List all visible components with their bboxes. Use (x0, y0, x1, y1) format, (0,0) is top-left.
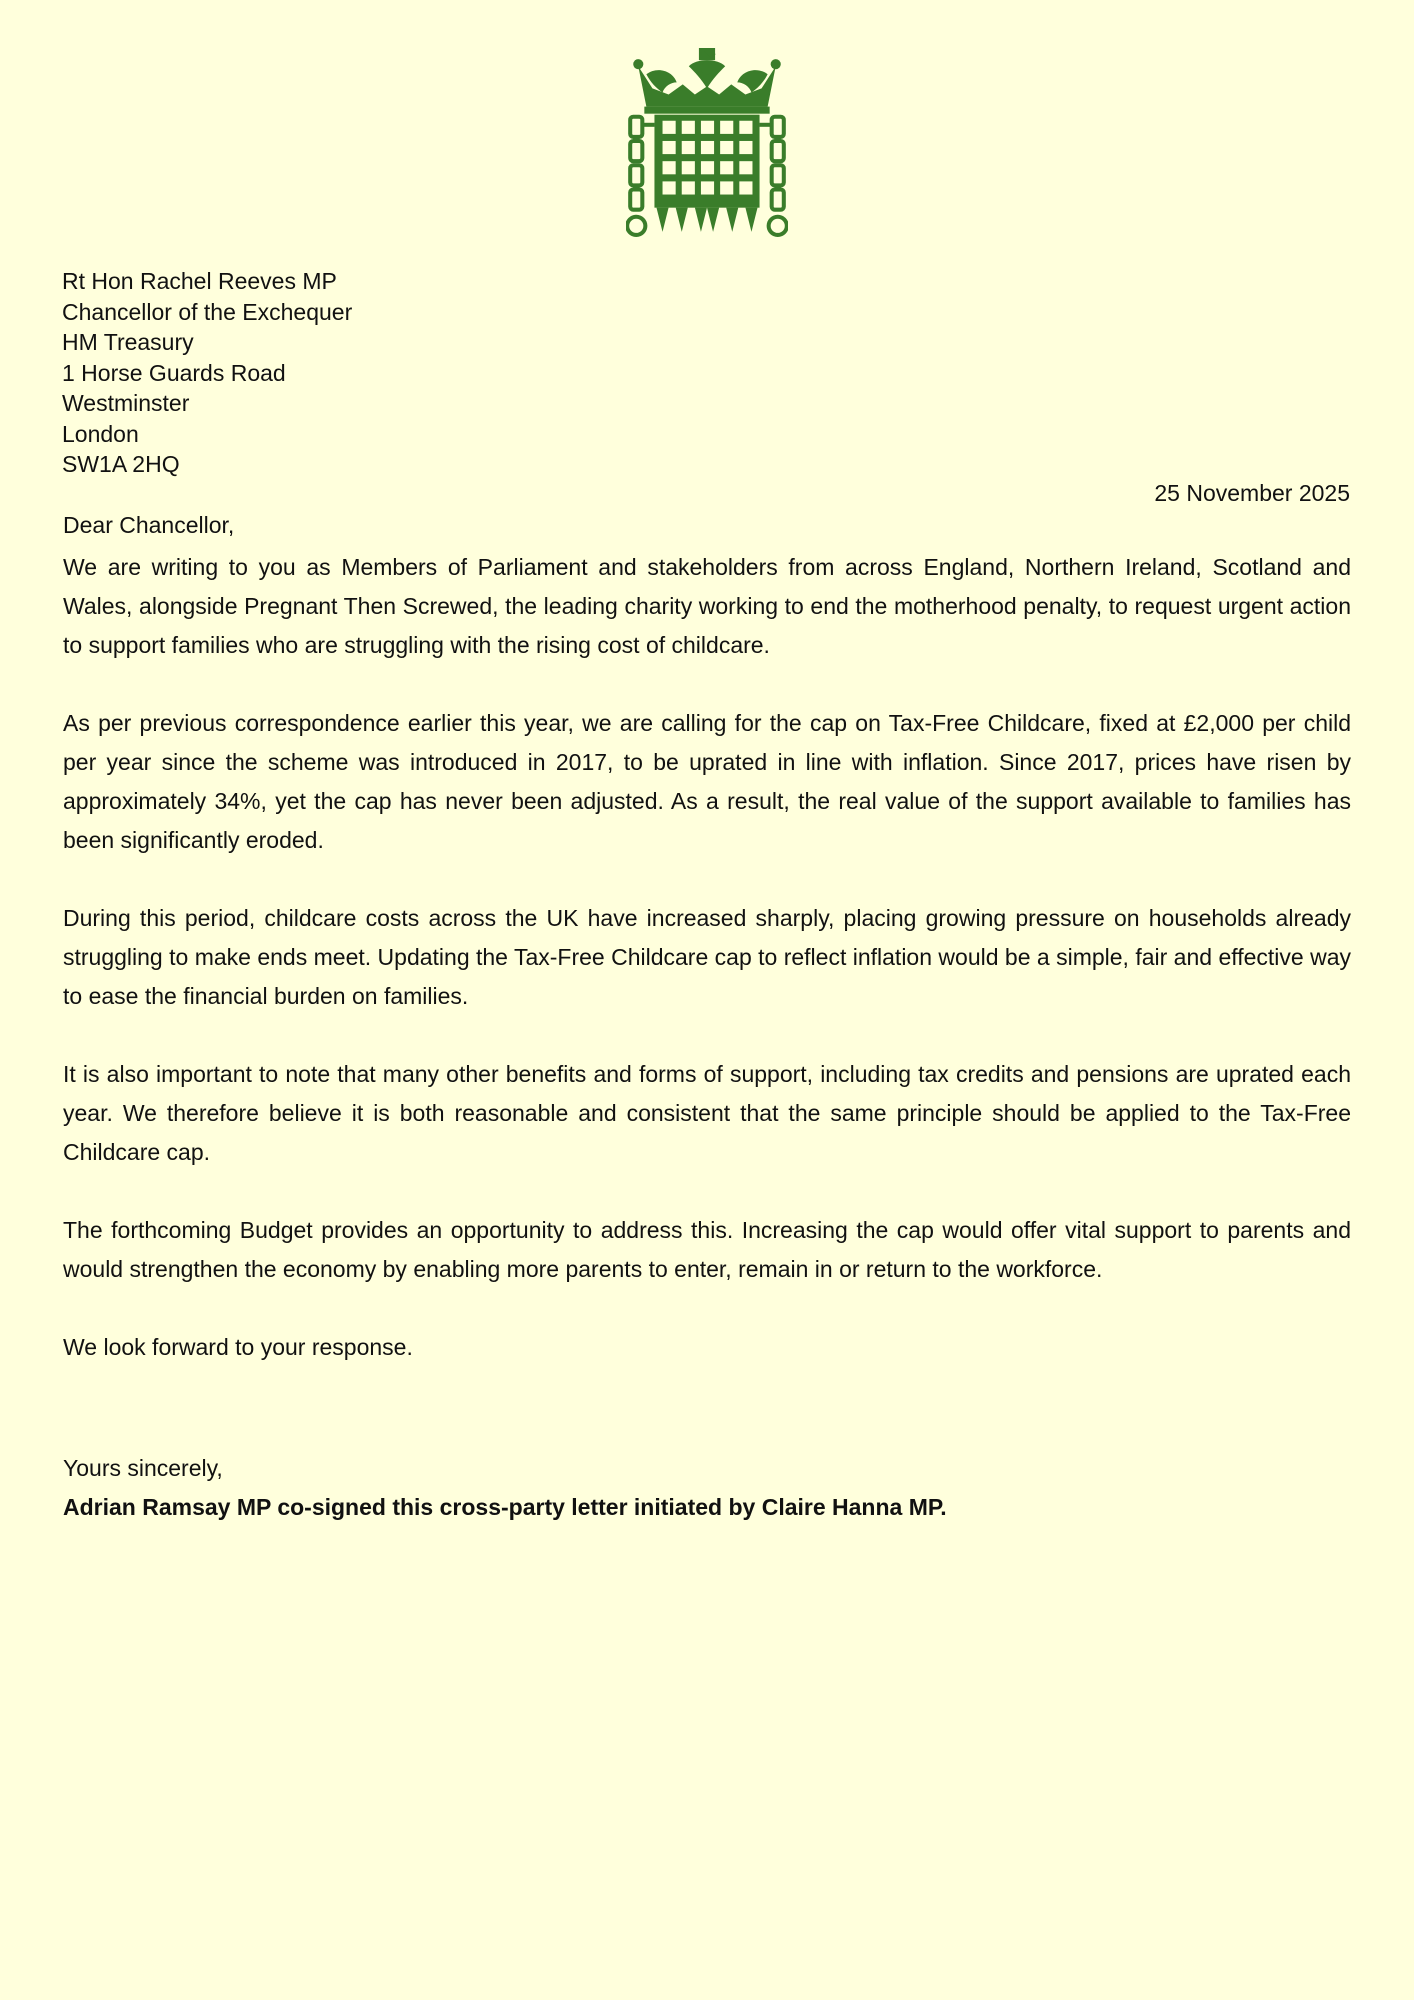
signature-block (63, 1449, 947, 1527)
recipient-city: London (62, 420, 139, 447)
recipient-name: Rt Hon Rachel Reeves MP (62, 268, 337, 294)
salutation: Dear Chancellor, (63, 512, 235, 538)
portcullis-crown-icon (626, 48, 788, 240)
recipient-title: Chancellor of the Exchequer (62, 298, 353, 325)
body-paragraph: As per previous correspondence earlier this year, we are calling for the cap on Tax-Free Childcare, fixed at £2,000 per child per year since the scheme was introduced in 2017, to be uprated in line with inflation. Since 2017, prices have risen by approximately 34%, yet the cap has never been adjusted. As a result, the real value of the support available to families has been significantly eroded. (63, 710, 1351, 853)
recipient-area: Westminster (62, 390, 190, 416)
recipient-postcode: SW1A 2HQ (62, 451, 180, 477)
letter-date: 25 November 2025 (1154, 480, 1350, 506)
signatory-note: Adrian Ramsay MP co-signed this cross-party letter initiated by Claire Hanna MP. (63, 1494, 947, 1520)
body-paragraph: We are writing to you as Members of Parliament and stakeholders from across England, Northern Ireland, Scotland and Wales, alongside Pregnant Then Screwed, the leading charity working to end the motherhood penalty, to request urgent action to support families who are struggling with the rising cost of childcare. (63, 554, 1351, 658)
sign-off: Yours sincerely, (63, 1455, 223, 1481)
closing-line: We look forward to your response. (63, 1334, 413, 1360)
body-paragraph: During this period, childcare costs across the UK have increased sharply, placing growing pressure on households already struggling to make ends meet. Updating the Tax-Free Childcare cap to reflect inflation would be a simple, fair and effective way to ease the financial burden on families. (63, 905, 1351, 1009)
recipient-street: 1 Horse Guards Road (62, 359, 286, 386)
body-paragraph: The forthcoming Budget provides an opportunity to address this. Increasing the cap would offer vital support to parents and would strengthen the economy by enabling more parents to enter, remain in or return to the workforce. (63, 1217, 1351, 1282)
recipient-address (62, 266, 352, 480)
body-paragraph: It is also important to note that many other benefits and forms of support, including tax credits and pensions are uprated each year. We therefore believe it is both reasonable and consistent that the same principle should be applied to the Tax-Free Childcare cap. (63, 1061, 1351, 1165)
recipient-organisation: HM Treasury (62, 329, 194, 355)
letter-body (63, 548, 1351, 1406)
